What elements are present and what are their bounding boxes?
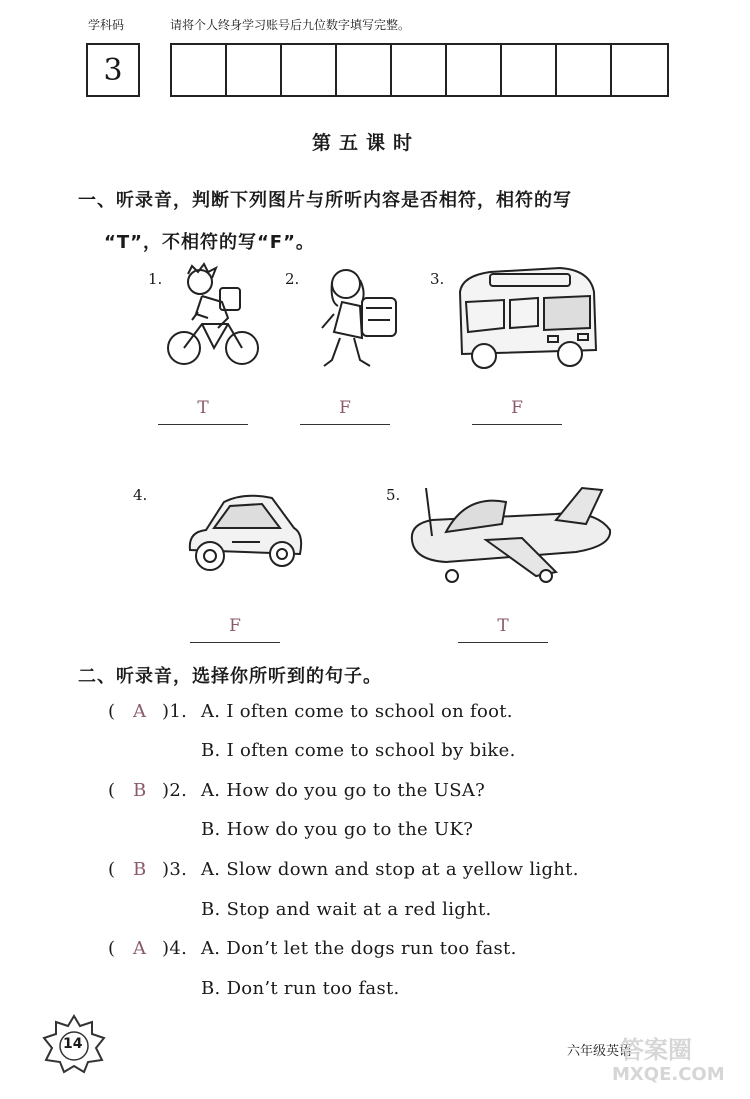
item-number: 4. [133,486,148,504]
boy-riding-bike-picture [162,262,264,374]
option-b: B. How do you go to the UK? [201,819,474,840]
answer-line[interactable]: F [472,398,562,425]
answer-line[interactable]: T [458,616,548,643]
car-picture [184,488,308,580]
account-digit-boxes [170,43,669,97]
answer-line[interactable]: F [300,398,390,425]
option-b: B. Don’t run too fast. [201,978,400,999]
question-number: )3. [162,859,188,880]
section2-title: 二、听录音，选择你所听到的句子。 [78,666,382,687]
option-a: A. How do you go to the USA? [201,780,486,801]
bus-picture [450,262,602,374]
question-number: )4. [162,938,188,959]
left-paren: ( [108,780,116,801]
page-number: 14 [63,1036,83,1052]
account-digit-box[interactable] [337,45,392,95]
item-number: 1. [148,270,163,288]
question-answer[interactable]: B [133,780,147,801]
watermark-top: 答案圈 [620,1036,692,1064]
option-a: A. Don’t let the dogs run too fast. [201,938,517,959]
account-digit-box[interactable] [282,45,337,95]
item-number: 2. [285,270,300,288]
left-paren: ( [108,859,116,880]
account-digit-box[interactable] [612,45,667,95]
option-b: B. I often come to school by bike. [201,740,516,761]
subject-code-label: 学科码 [88,18,125,32]
account-digit-box[interactable] [172,45,227,95]
answer-line[interactable]: T [158,398,248,425]
account-instruction: 请将个人终身学习账号后九位数字填写完整。 [170,18,411,32]
question-number: )2. [162,780,188,801]
plane-picture [406,480,620,588]
account-digit-box[interactable] [227,45,282,95]
question-answer[interactable]: A [133,938,146,959]
answer-line[interactable]: F [190,616,280,643]
section1-title-line2: “T”，不相符的写“F”。 [104,232,315,253]
watermark-bottom: MXQE.COM [612,1064,725,1085]
section1-title-line1: 一、听录音，判断下列图片与所听内容是否相符，相符的写 [78,190,572,211]
account-digit-box[interactable] [502,45,557,95]
question-answer[interactable]: B [133,859,147,880]
subject-code-box: 3 [86,43,140,97]
book-label: 六年级英语 [567,1044,633,1059]
account-digit-box[interactable] [447,45,502,95]
left-paren: ( [108,938,116,959]
account-digit-box[interactable] [557,45,612,95]
option-a: A. I often come to school on foot. [201,701,513,722]
option-b: B. Stop and wait at a red light. [201,899,492,920]
item-number: 3. [430,270,445,288]
account-digit-box[interactable] [392,45,447,95]
lesson-title: 第五课时 [312,132,421,154]
girl-walking-picture [304,262,408,376]
question-number: )1. [162,701,188,722]
item-number: 5. [386,486,401,504]
left-paren: ( [108,701,116,722]
question-answer[interactable]: A [133,701,146,722]
option-a: A. Slow down and stop at a yellow light. [201,859,579,880]
